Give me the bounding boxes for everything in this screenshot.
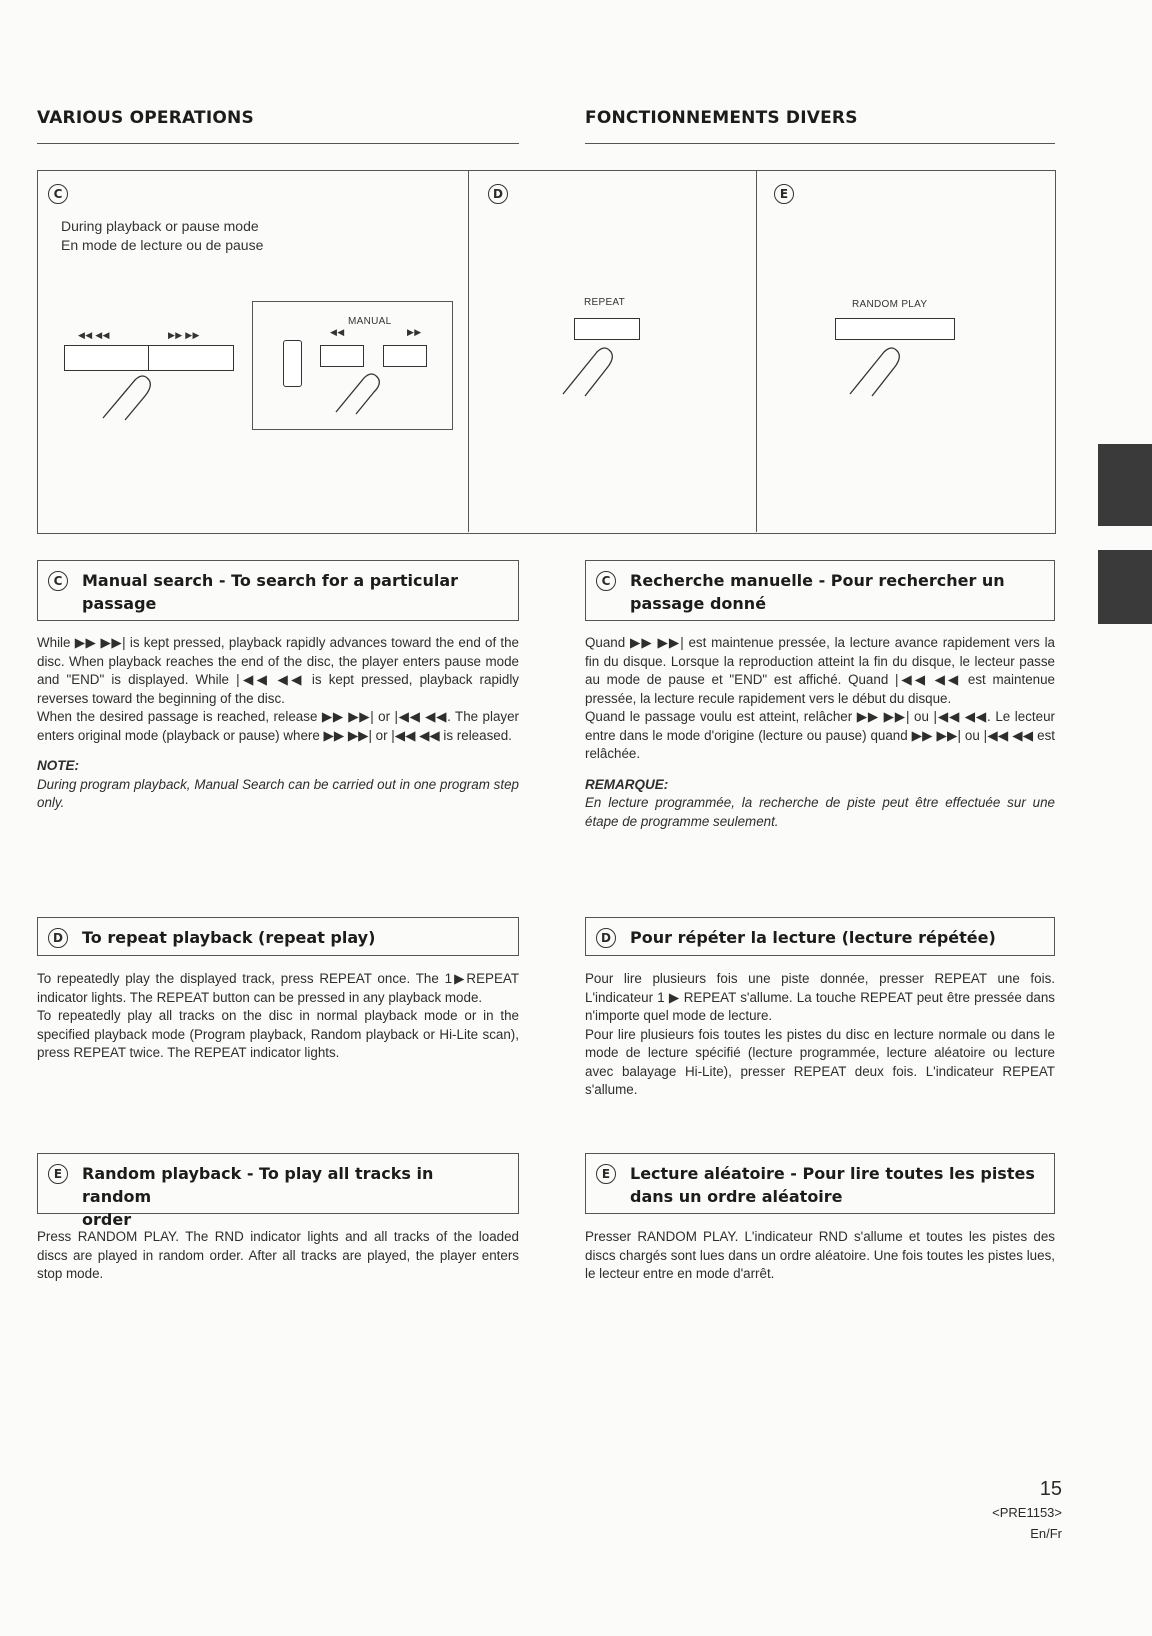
finger-press-icon-random <box>842 340 912 398</box>
random-title-en-line2: order <box>82 1210 132 1229</box>
section-d-marker-fr: D <box>596 928 616 948</box>
repeat-label: REPEAT <box>584 297 626 308</box>
repeat-button[interactable] <box>574 318 640 340</box>
manual-search-para-en-2: When the desired passage is reached, release ▶▶ ▶▶| or |◀◀ ◀◀. The player enters original mode (playback or pause) where ▶▶ ▶▶| or |◀◀ ◀◀ is released. <box>37 709 519 743</box>
manual-search-title-fr-line1: Recherche manuelle - Pour rechercher un <box>630 571 1005 590</box>
random-title-en <box>37 1153 519 1229</box>
side-tab-2 <box>1098 550 1152 624</box>
section-e-marker-fr: E <box>596 1164 616 1184</box>
figure-e-marker: E <box>774 184 794 204</box>
document-code: <PRE1153> <box>992 1505 1062 1520</box>
finger-press-icon-remote <box>330 368 390 416</box>
rewind-button[interactable] <box>64 345 150 371</box>
side-tab-1 <box>1098 444 1152 526</box>
remote-rewind-symbol: ◀◀ <box>330 327 345 337</box>
note-heading-en: NOTE: <box>37 758 79 773</box>
manual-search-para-fr-1: Quand ▶▶ ▶▶| est maintenue pressée, la lecture avance rapidement vers la fin du disque. Lorsque la reproduction atteint la fin du disque, le lecteur passe au mode de pause et "END" est affiché. Quand |◀◀ ◀◀ est maintenue pressée, la lecture recule rapidement vers le début du disque. <box>585 635 1055 706</box>
figure-c-marker: C <box>48 184 68 204</box>
random-para-en: Press RANDOM PLAY. The RND indicator lights and all tracks of the loaded discs are played in random order. After all tracks are played, the player enters stop mode. <box>37 1229 519 1281</box>
manual-search-para-en-1: While ▶▶ ▶▶| is kept pressed, playback rapidly advances toward the end of the disc. When playback reaches the end of the disc, the player enters pause mode and "END" is displayed. While |◀◀ ◀◀ is kept pressed, playback rapidly reverses toward the beginning of the disc. <box>37 635 519 706</box>
repeat-title-fr-text: Pour répéter la lecture (lecture répétée) <box>630 928 996 947</box>
manual-search-body-en <box>37 634 519 813</box>
random-title-fr-line2: dans un ordre aléatoire <box>630 1187 843 1206</box>
remote-rewind-button[interactable] <box>320 345 364 367</box>
repeat-title-fr <box>585 917 1055 956</box>
forward-symbol-label: ▶▶ ▶▶ <box>168 330 200 340</box>
figure-c-caption-fr: En mode de lecture ou de pause <box>61 237 264 253</box>
note-text-fr: En lecture programmée, la recherche de piste peut être effectuée sur une étape de programme seulement. <box>585 795 1055 829</box>
language-code: En/Fr <box>1030 1526 1062 1541</box>
random-play-label: RANDOM PLAY <box>852 299 928 310</box>
remote-control-icon <box>283 340 302 387</box>
manual-search-title-en <box>37 560 519 621</box>
remote-forward-button[interactable] <box>383 345 427 367</box>
random-play-button[interactable] <box>835 318 955 340</box>
note-text-en: During program playback, Manual Search can be carried out in one program step only. <box>37 776 519 810</box>
repeat-para-en-2: To repeatedly play all tracks on the disc in normal playback mode or in the specified playback mode (Program playback, Random playback or Hi-Lite scan), press REPEAT twice. The REPEAT indicator lights. <box>37 1008 519 1060</box>
random-body-fr <box>585 1228 1055 1284</box>
rewind-symbol-label: ◀◀ ◀◀ <box>78 330 110 340</box>
repeat-title-en <box>37 917 519 956</box>
repeat-body-en <box>37 970 519 1063</box>
repeat-title-en-text: To repeat playback (repeat play) <box>82 928 376 947</box>
repeat-para-en-1: To repeatedly play the displayed track, press REPEAT once. The 1▶REPEAT indicator lights. The REPEAT button can be pressed in any playback mode. <box>37 971 519 1005</box>
repeat-body-fr <box>585 970 1055 1100</box>
random-title-en-line1: Random playback - To play all tracks in random <box>82 1164 434 1206</box>
finger-press-icon <box>95 370 165 422</box>
manual-search-title-fr <box>585 560 1055 621</box>
header-rule-right <box>585 143 1055 144</box>
section-heading-fr: FONCTIONNEMENTS DIVERS <box>585 108 858 128</box>
finger-press-icon-repeat <box>555 340 625 398</box>
random-title-fr-line1: Lecture aléatoire - Pour lire toutes les pistes <box>630 1164 1035 1183</box>
manual-search-title-fr-line2: passage donné <box>630 594 767 613</box>
section-e-marker-en: E <box>48 1164 68 1184</box>
section-heading-en: VARIOUS OPERATIONS <box>37 108 254 128</box>
random-title-fr <box>585 1153 1055 1214</box>
manual-label: MANUAL <box>348 316 392 327</box>
remote-forward-symbol: ▶▶ <box>407 327 422 337</box>
section-d-marker-en: D <box>48 928 68 948</box>
manual-search-para-fr-2: Quand le passage voulu est atteint, relâcher ▶▶ ▶▶| ou |◀◀ ◀◀. Le lecteur entre dans le mode d'origine (lecture ou pause) quand ▶▶ ▶▶| ou |◀◀ ◀◀ est relâchée. <box>585 709 1055 761</box>
section-c-marker-fr: C <box>596 571 616 591</box>
section-c-marker-en: C <box>48 571 68 591</box>
repeat-para-fr-1: Pour lire plusieurs fois une piste donnée, presser REPEAT une fois. L'indicateur 1 ▶ REPEAT s'allume. La touche REPEAT peut être pressée dans n'importe quel mode de lecture. <box>585 971 1055 1023</box>
figure-d-marker: D <box>488 184 508 204</box>
random-body-en <box>37 1228 519 1284</box>
random-para-fr: Presser RANDOM PLAY. L'indicateur RND s'allume et toutes les pistes des discs chargés sont lues dans un ordre aléatoire. Une fois toutes les pistes lues, le lecteur entre en mode d'arrêt. <box>585 1229 1055 1281</box>
figure-c-caption-en: During playback or pause mode <box>61 218 259 234</box>
page-number: 15 <box>1039 1478 1062 1500</box>
manual-search-body-fr <box>585 634 1055 831</box>
manual-search-title-en-line2: passage <box>82 594 157 613</box>
note-heading-fr: REMARQUE: <box>585 776 669 792</box>
header-rule-left <box>37 143 519 144</box>
manual-search-title-en-line1: Manual search - To search for a particular <box>82 571 459 590</box>
repeat-para-fr-2: Pour lire plusieurs fois toutes les pistes du disc en lecture normale ou dans le mode de lecture spécifié (lecture programmée, lecture aléatoire ou lecture avec balayage Hi-Lite), presser REPEAT deux fois. L'indicateur REPEAT s'allume. <box>585 1026 1055 1097</box>
fast-forward-button[interactable] <box>148 345 234 371</box>
panel-divider-2 <box>756 170 757 532</box>
panel-divider-1 <box>468 170 469 532</box>
